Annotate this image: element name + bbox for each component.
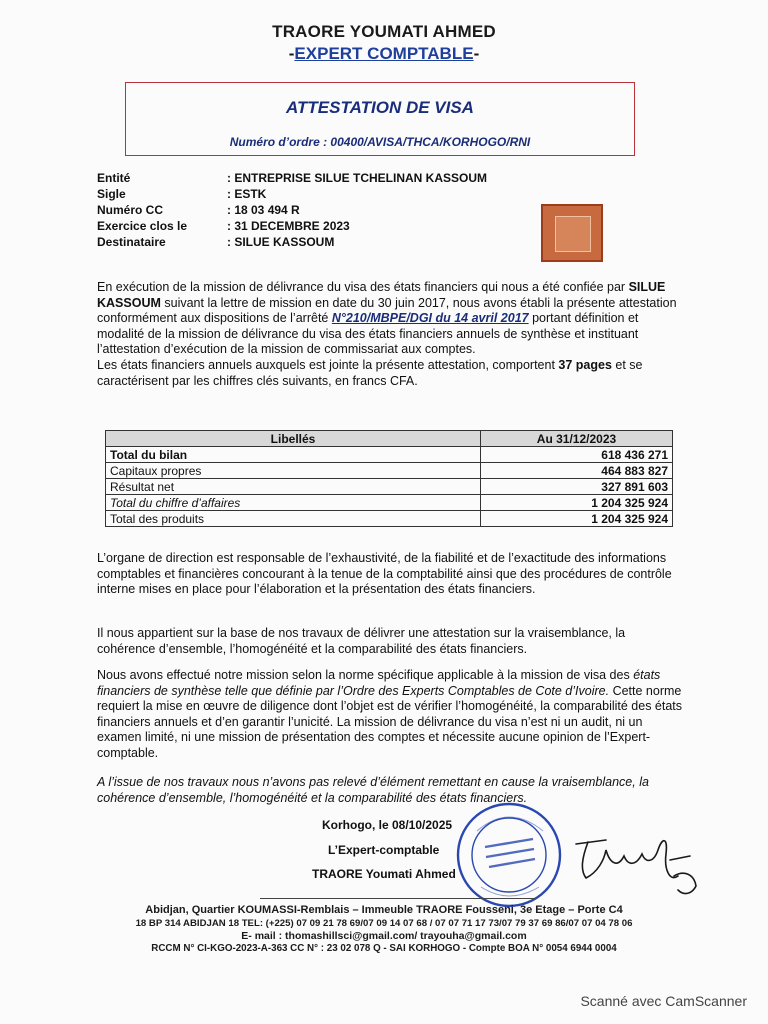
info-value: : 18 03 494 R — [227, 203, 300, 217]
attestation-box — [125, 82, 635, 156]
paragraph-management-responsibility: L’organe de direction est responsable de l’exhaustivité, de la fiabilité et de l’exactitude des informations comptables et financières concourant à la tenue de la comptabilité ainsi que des procédures de contrôle interne mises en place pour l’élaboration et la présentation des états financiers. — [97, 551, 672, 597]
table-row — [106, 479, 673, 495]
tax-stamp-icon — [541, 204, 603, 262]
paragraph-text: Nous avons effectué notre mission selon la norme spécifique applicable à la mission de visa des — [97, 668, 634, 682]
paragraph-text: Cette norme requiert la mise en œuvre de diligence dont l’objet est de vérifier l’homogénéité, la comparabilité des états financiers annuels et d’en garantir l’unicité. La mission de délivrance du visa n’est ni un audit, ni un examen limité, ni une mission de présentation des comptes et nécessite aucune opinion de l’Expert-comptable. — [97, 683, 683, 760]
info-row-entite — [97, 170, 567, 186]
header-subtitle — [0, 44, 768, 64]
table-row — [106, 495, 673, 511]
info-row-numero-cc — [97, 202, 567, 218]
row-label: Total des produits — [106, 511, 481, 527]
info-value: : SILUE KASSOUM — [227, 235, 335, 249]
paragraph-text: En exécution de la mission de délivrance du visa des états financiers qui nous a été confiée par — [97, 280, 629, 294]
row-value: 464 883 827 — [481, 463, 673, 479]
row-value: 1 204 325 924 — [481, 511, 673, 527]
place-date: Korhogo, le 08/10/2025 — [322, 818, 453, 832]
paragraph-text: portant définition et modalité de la mission de délivrance du visa des états financiers annuels de synthèse et instituant l’attestation d’exécution de la mission de commissariat aux comptes. — [97, 311, 639, 357]
paragraph-text: suivant la lettre de mission en date du 30 juin 2017, nous avons établi la présente attestation conformément aux dispositions de l’arrêté — [97, 295, 677, 326]
paragraph-conclusion: A l’issue de nos travaux nous n’avons pas relevé d’élément remettant en cause la vraisemblance, la cohérence d’ensemble, l’homogénéité et la comparabilité des états financiers. — [97, 775, 649, 805]
column-header: Libellés — [106, 431, 481, 447]
entity-info — [97, 170, 567, 250]
order-number: Numéro d’ordre : 00400/AVISA/THCA/KORHOGO/RNI — [229, 135, 531, 149]
row-label: Total du chiffre d’affaires — [106, 495, 481, 511]
table-row — [106, 511, 673, 527]
signatory-title: L’Expert-comptable — [328, 843, 440, 857]
handwritten-signature-icon — [566, 826, 706, 898]
footer-address: Abidjan, Quartier KOUMASSI-Remblais – Immeuble TRAORE Fousseni, 3e Etage – Porte C4 — [145, 904, 623, 916]
paragraph-text: et se caractérisent par les chiffres clés suivants, en francs CFA. — [97, 357, 643, 388]
table-header-row — [106, 431, 673, 447]
footer-email: E- mail : thomashillsci@gmail.com/ trayouha@gmail.com — [241, 930, 527, 942]
row-value: 327 891 603 — [481, 479, 673, 495]
paragraph-text: Les états financiers annuels auxquels est jointe la présente attestation, comportent — [97, 357, 559, 372]
info-row-destinataire — [97, 234, 567, 250]
header-name: TRAORE YOUMATI AHMED — [272, 22, 496, 41]
table-row — [106, 447, 673, 463]
subtitle-dash-left: - — [288, 44, 295, 63]
table-row — [106, 463, 673, 479]
subtitle-dash-right: - — [473, 44, 480, 63]
subtitle-text: EXPERT COMPTABLE — [294, 44, 474, 63]
info-label: Numéro CC — [97, 203, 164, 217]
column-header: Au 31/12/2023 — [481, 431, 673, 447]
paragraph-our-responsibility: Il nous appartient sur la base de nos travaux de délivrer une attestation sur la vraisemblance, la cohérence d’ensemble, l’homogénéité et la comparabilité des états financiers. — [97, 626, 626, 656]
signatory-name: TRAORE Youmati Ahmed — [312, 867, 456, 881]
paragraph-text: états financiers de synthèse telle que définie par l’Ordre des Experts Comptables de Cote d’Ivoire. — [97, 668, 661, 698]
row-label: Résultat net — [106, 479, 481, 495]
footer-divider — [260, 898, 535, 899]
client-name: SILUE KASSOUM — [97, 280, 666, 310]
round-stamp-icon — [455, 801, 563, 909]
info-label: Sigle — [97, 187, 126, 201]
attestation-title: ATTESTATION DE VISA — [286, 98, 474, 117]
info-label: Destinataire — [97, 235, 166, 249]
info-row-sigle — [97, 186, 567, 202]
info-value: : ESTK — [227, 187, 267, 201]
footer-phones: 18 BP 314 ABIDJAN 18 TEL: (+225) 07 09 21 78 69/07 09 14 07 68 / 07 07 71 17 73/07 79 37 69 86/07 07 04 78 06 — [135, 918, 633, 929]
paragraph-standard — [97, 668, 683, 762]
info-value: : 31 DECEMBRE 2023 — [227, 219, 350, 233]
decree-reference: N°210/MBPE/DGI du 14 avril 2017 — [331, 311, 529, 326]
row-label: Capitaux propres — [106, 463, 481, 479]
info-label: Exercice clos le — [97, 219, 188, 233]
footer-registration: RCCM N° CI-KGO-2023-A-363 CC N° : 23 02 078 Q - SAI KORHOGO - Compte BOA N° 0054 6944 0004 — [151, 943, 617, 954]
paragraph-mission — [97, 280, 687, 389]
row-value: 618 436 271 — [481, 447, 673, 463]
page-count: 37 pages — [558, 357, 612, 372]
info-row-exercice — [97, 218, 567, 234]
info-label: Entité — [97, 171, 131, 185]
key-figures-table — [105, 430, 673, 527]
row-label: Total du bilan — [106, 447, 481, 463]
scanner-watermark: Scanné avec CamScanner — [580, 993, 747, 1009]
row-value: 1 204 325 924 — [481, 495, 673, 511]
info-value: : ENTREPRISE SILUE TCHELINAN KASSOUM — [227, 171, 488, 185]
